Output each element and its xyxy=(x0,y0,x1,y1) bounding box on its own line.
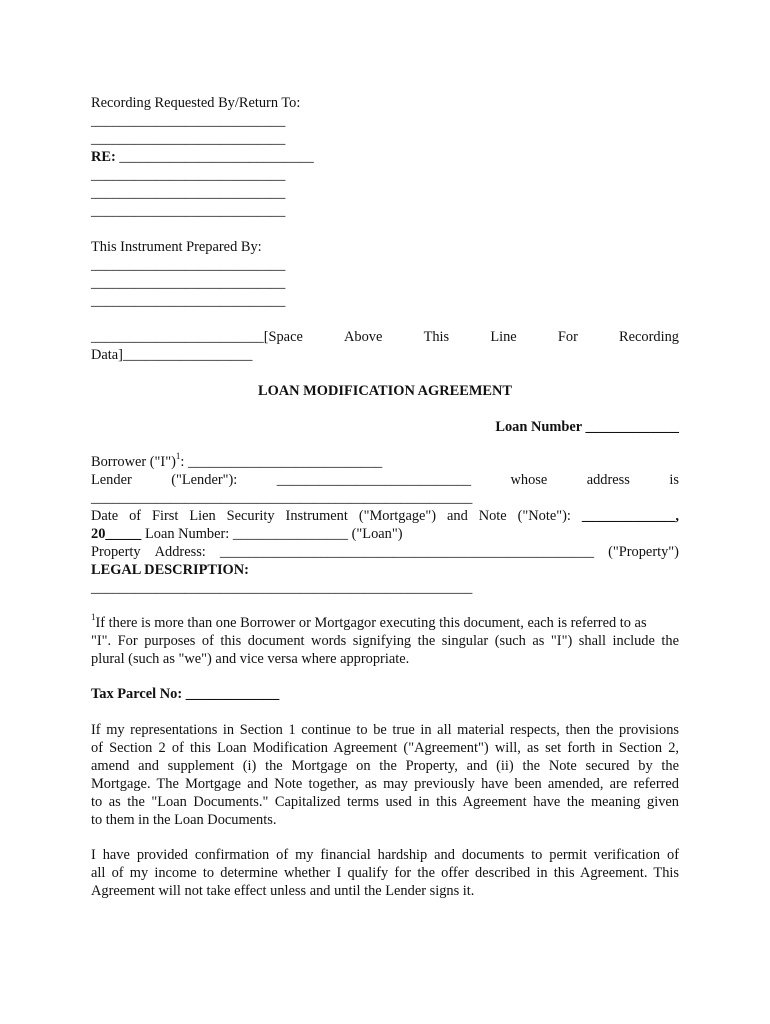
mortgage-date-word: ("Note"): xyxy=(517,508,571,524)
mortgage-date-word: Security xyxy=(226,508,275,524)
prepared-by-blank-2[interactable]: ___________________________ xyxy=(91,275,286,291)
borrower-line xyxy=(91,453,679,471)
lender-word: whose xyxy=(510,472,548,488)
re-line xyxy=(91,148,679,166)
lender-word: address xyxy=(586,472,630,488)
re-blank-line-1[interactable]: ___________________________ xyxy=(91,167,286,183)
borrower-label: Borrower ("I") xyxy=(91,454,176,470)
space-above-line xyxy=(91,328,679,346)
footnote-text-line: $^1$If there is more than one Borrower or Mortgagor executing this document, each is referred to as xyxy=(91,612,647,631)
tax-parcel-blank[interactable]: _____________ xyxy=(182,686,280,702)
legal-description-blank[interactable]: _____________________________________________________ xyxy=(91,580,473,596)
mortgage-date-line xyxy=(91,507,679,525)
paragraph-1-line: If my representations in Section 1 continue to be true in all material respects, then the provisions xyxy=(91,722,679,738)
prepared-by-blank-1[interactable]: ___________________________ xyxy=(91,257,286,273)
paragraph-1-line: to them in the Loan Documents. xyxy=(91,812,277,828)
prepared-by-blank-3[interactable]: ___________________________ xyxy=(91,293,286,309)
year-loan-line xyxy=(91,525,679,543)
loan-number-blank[interactable]: _____________ xyxy=(581,419,679,435)
mortgage-date-word: Instrument xyxy=(285,508,348,524)
paragraph-1-line: amend and supplement (i) the Mortgage on the Property, and (ii) the Note secured by the xyxy=(91,758,679,774)
paragraph-2-line: all of my income to determine whether I qualify for the offer described in this Agreement. This xyxy=(91,865,679,881)
borrower-blank[interactable]: ___________________________ xyxy=(184,454,383,470)
re-blank-line-2[interactable]: ___________________________ xyxy=(91,185,286,201)
space-above-word: ________________________[Space xyxy=(91,329,303,345)
lender-line xyxy=(91,471,679,489)
paragraph-1-line: to as the "Loan Documents." Capitalized terms used in this Agreement have the meaning given xyxy=(91,794,679,810)
lender-word: is xyxy=(669,472,679,488)
paragraph-1-line: Mortgage. The Mortgage and Note together, as may previously have been amended, are referred xyxy=(91,776,679,792)
paragraph-2-line: Agreement will not take effect unless and until the Lender signs it. xyxy=(91,883,475,899)
mortgage-date-word: and xyxy=(447,508,468,524)
property-word: Address: xyxy=(154,544,206,560)
return-to-blank-2[interactable]: ___________________________ xyxy=(91,131,286,147)
space-above-word: Above xyxy=(344,329,383,345)
space-above-word: Recording xyxy=(619,329,679,345)
mortgage-date-word: of xyxy=(129,508,142,524)
re-label: RE: xyxy=(91,149,116,165)
mortgage-date-word: First xyxy=(152,508,179,524)
return-to-blank-1[interactable]: ___________________________ xyxy=(91,113,286,129)
document-title: LOAN MODIFICATION AGREEMENT xyxy=(258,383,512,399)
loan-number-field[interactable]: Loan Number: ________________ ("Loan") xyxy=(141,526,403,542)
space-above-word: For xyxy=(557,329,578,345)
mortgage-date-word: Note xyxy=(478,508,507,524)
year-blank[interactable]: 20_____ xyxy=(91,526,142,542)
paragraph-1-line: of Section 2 of this Loan Modification Agreement ("Agreement") will, as set forth in Section 2, xyxy=(91,740,679,756)
loan-number-line xyxy=(91,418,679,436)
legal-description-label: LEGAL DESCRIPTION: xyxy=(91,562,249,578)
footnote-mark: 1 xyxy=(91,612,96,623)
lender-word: Lender xyxy=(91,472,132,488)
recording-requested-label: Recording Requested By/Return To: xyxy=(91,95,301,111)
borrower-colon: : xyxy=(180,454,185,470)
re-blank-line-3[interactable]: ___________________________ xyxy=(91,203,286,219)
prepared-by-label: This Instrument Prepared By: xyxy=(91,239,262,255)
property-address-line xyxy=(91,543,679,561)
lender-word: ("Lender"): xyxy=(171,472,238,488)
property-address-blank[interactable]: ____________________________________________________ xyxy=(219,544,595,560)
mortgage-date-word: Date xyxy=(91,508,119,524)
tax-parcel-label: Tax Parcel No: xyxy=(91,686,183,702)
loan-number-label: Loan Number xyxy=(495,419,582,435)
footnote-line xyxy=(91,614,679,632)
paragraph-2-line: I have provided confirmation of my financial hardship and documents to permit verification of xyxy=(91,847,679,863)
space-above-word: This xyxy=(423,329,450,345)
property-suffix: ("Property") xyxy=(608,544,679,560)
mortgage-date-word: Lien xyxy=(189,508,216,524)
mortgage-date-blank[interactable]: _____________, xyxy=(581,508,679,524)
re-blank[interactable]: ___________________________ xyxy=(115,149,314,165)
tax-parcel-line xyxy=(91,685,679,703)
footnote-ref: 1 xyxy=(175,451,181,462)
address-blank[interactable]: _____________________________________________________ xyxy=(91,490,473,506)
space-above-continuation: Data]__________________ xyxy=(91,347,253,363)
mortgage-date-word: ("Mortgage") xyxy=(358,508,437,524)
footnote-text-line: plural (such as "we") and vice versa where appropriate. xyxy=(91,651,410,667)
footnote-text-line: "I". For purposes of this document words signifying the singular (such as "I") shall include the xyxy=(91,633,679,649)
lender-blank[interactable]: ___________________________ xyxy=(276,472,472,488)
property-word: Property xyxy=(91,544,141,560)
space-above-word: Line xyxy=(490,329,517,345)
